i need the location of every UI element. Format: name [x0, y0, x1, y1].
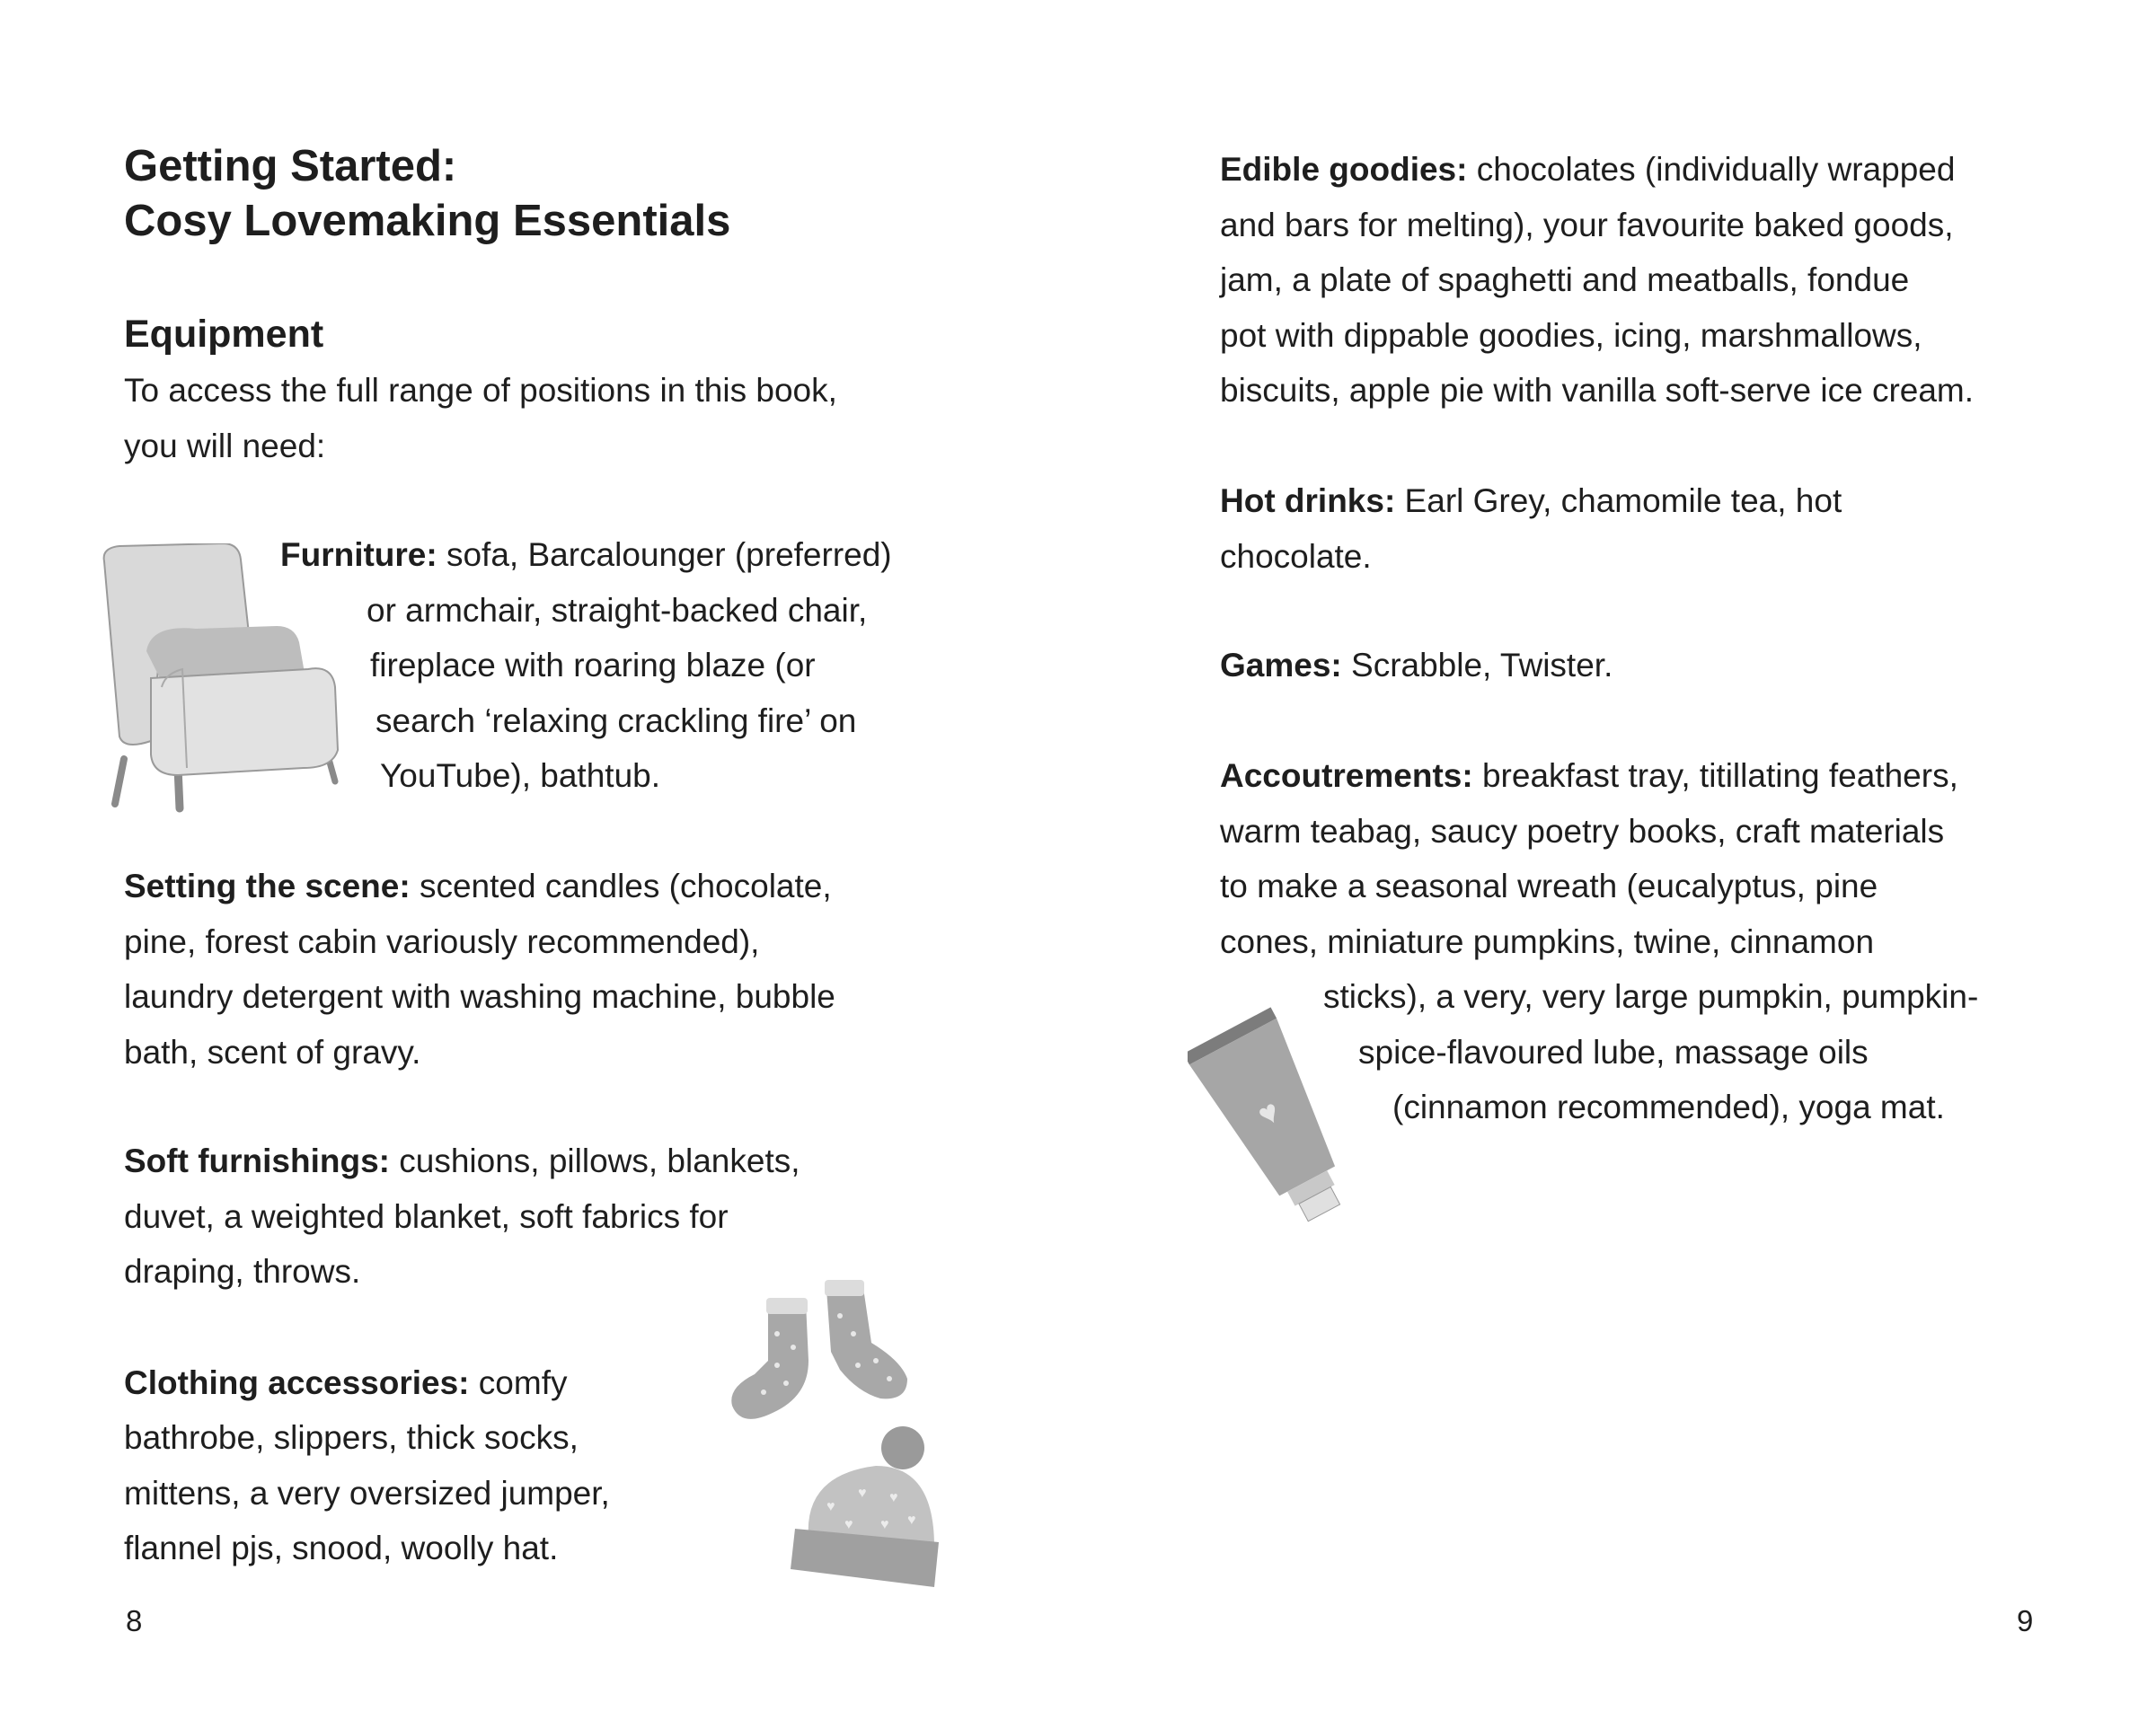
svg-text:♥: ♥ — [907, 1513, 916, 1528]
page-number-right: 9 — [2017, 1604, 2034, 1637]
item-text: to make a seasonal wreath (eucalyptus, pine — [1220, 868, 1878, 904]
text-line — [124, 1363, 567, 1404]
text-line — [1220, 922, 1874, 963]
item-text: jam, a plate of spaghetti and meatballs, fondue — [1220, 261, 1910, 298]
text-line — [124, 1417, 579, 1459]
svg-text:♥: ♥ — [858, 1486, 867, 1501]
svg-text:♥: ♥ — [889, 1490, 898, 1505]
text-line — [280, 534, 892, 576]
armchair-illustration — [97, 543, 349, 813]
item-text: sticks), a very, very large pumpkin, pumpkin- — [1323, 978, 1979, 1015]
text-line — [1220, 481, 1842, 522]
text-line — [124, 370, 837, 411]
svg-text:♥: ♥ — [844, 1517, 853, 1532]
item-text: biscuits, apple pie with vanilla soft-serve ice cream. — [1220, 372, 1975, 409]
item-text: bathrobe, slippers, thick socks, — [124, 1419, 579, 1456]
text-line — [1220, 315, 1922, 357]
item-text: bath, scent of gravy. — [124, 1034, 421, 1071]
text-line — [1220, 149, 1955, 190]
text-line — [124, 1251, 360, 1292]
item-text: flannel pjs, snood, woolly hat. — [124, 1530, 559, 1566]
item-text: scented candles (chocolate, — [410, 868, 832, 904]
item-text: To access the full range of positions in this book, — [124, 372, 837, 409]
item-label: Setting the scene: — [124, 868, 411, 904]
text-line — [124, 1528, 558, 1569]
item-text: pot with dippable goodies, icing, marshmallows, — [1220, 317, 1922, 354]
text-line — [1220, 536, 1372, 578]
page-title-line-1: Getting Started: — [124, 142, 457, 190]
item-text: mittens, a very oversized jumper, — [124, 1475, 610, 1512]
item-label: Games: — [1220, 647, 1342, 684]
text-line — [1220, 811, 1944, 852]
item-text: pine, forest cabin variously recommended), — [124, 923, 760, 960]
item-text: chocolates (individually wrapped — [1467, 151, 1956, 188]
item-text: Earl Grey, chamomile tea, hot — [1395, 482, 1842, 519]
text-line — [124, 1141, 800, 1182]
item-text: (cinnamon recommended), yoga mat. — [1392, 1089, 1945, 1125]
item-label: Clothing accessories: — [124, 1364, 470, 1401]
item-text: chocolate. — [1220, 538, 1372, 575]
item-text: search ‘relaxing crackling fire’ on — [376, 702, 857, 739]
item-text: comfy — [469, 1364, 568, 1401]
item-label: Hot drinks: — [1220, 482, 1396, 519]
item-label: Edible goodies: — [1220, 151, 1468, 188]
text-line — [1220, 866, 1878, 907]
lube-tube-illustration — [1188, 999, 1376, 1246]
item-label: Soft furnishings: — [124, 1142, 390, 1179]
text-line — [380, 755, 660, 797]
text-line — [124, 1473, 610, 1514]
text-line — [1358, 1032, 1869, 1073]
page-title-line-2: Cosy Lovemaking Essentials — [124, 197, 731, 245]
socks-illustration — [723, 1271, 930, 1433]
text-line — [1220, 755, 1958, 797]
svg-text:♥: ♥ — [1250, 1091, 1286, 1134]
item-text: and bars for melting), your favourite baked goods, — [1220, 207, 1954, 243]
item-text: Scrabble, Twister. — [1341, 647, 1613, 684]
item-text: you will need: — [124, 428, 326, 464]
section-heading-equipment: Equipment — [124, 313, 324, 356]
text-line — [1323, 976, 1978, 1018]
item-text: fireplace with roaring blaze (or — [370, 647, 816, 684]
text-line — [124, 1032, 420, 1073]
text-line — [376, 701, 856, 742]
text-line — [124, 1196, 729, 1238]
item-text: warm teabag, saucy poetry books, craft materials — [1220, 813, 1945, 850]
item-text: YouTube), bathtub. — [380, 757, 661, 794]
text-line — [1220, 645, 1613, 686]
item-label: Accoutrements: — [1220, 757, 1473, 794]
svg-text:♥: ♥ — [826, 1499, 835, 1514]
text-line — [1392, 1087, 1945, 1128]
text-line — [124, 866, 832, 907]
page-number-left: 8 — [126, 1604, 143, 1637]
svg-text:♥: ♥ — [880, 1517, 889, 1532]
item-text: cushions, pillows, blankets, — [389, 1142, 800, 1179]
item-label: Furniture: — [280, 536, 437, 573]
text-line — [124, 922, 759, 963]
text-line — [1220, 260, 1909, 301]
item-text: sofa, Barcalounger (preferred) — [437, 536, 892, 573]
item-text: laundry detergent with washing machine, bubble — [124, 978, 835, 1015]
item-text: spice-flavoured lube, massage oils — [1358, 1034, 1869, 1071]
text-line — [124, 976, 835, 1018]
item-text: or armchair, straight-backed chair, — [367, 592, 868, 629]
text-line — [370, 645, 816, 686]
text-line — [367, 590, 867, 631]
text-line — [1220, 370, 1974, 411]
item-text: duvet, a weighted blanket, soft fabrics for — [124, 1198, 729, 1235]
item-text: breakfast tray, titillating feathers, — [1472, 757, 1958, 794]
woolly-hat-illustration — [791, 1421, 943, 1592]
item-text: cones, miniature pumpkins, twine, cinnamon — [1220, 923, 1875, 960]
text-line — [1220, 205, 1954, 246]
item-text: draping, throws. — [124, 1253, 361, 1290]
text-line — [124, 426, 325, 467]
